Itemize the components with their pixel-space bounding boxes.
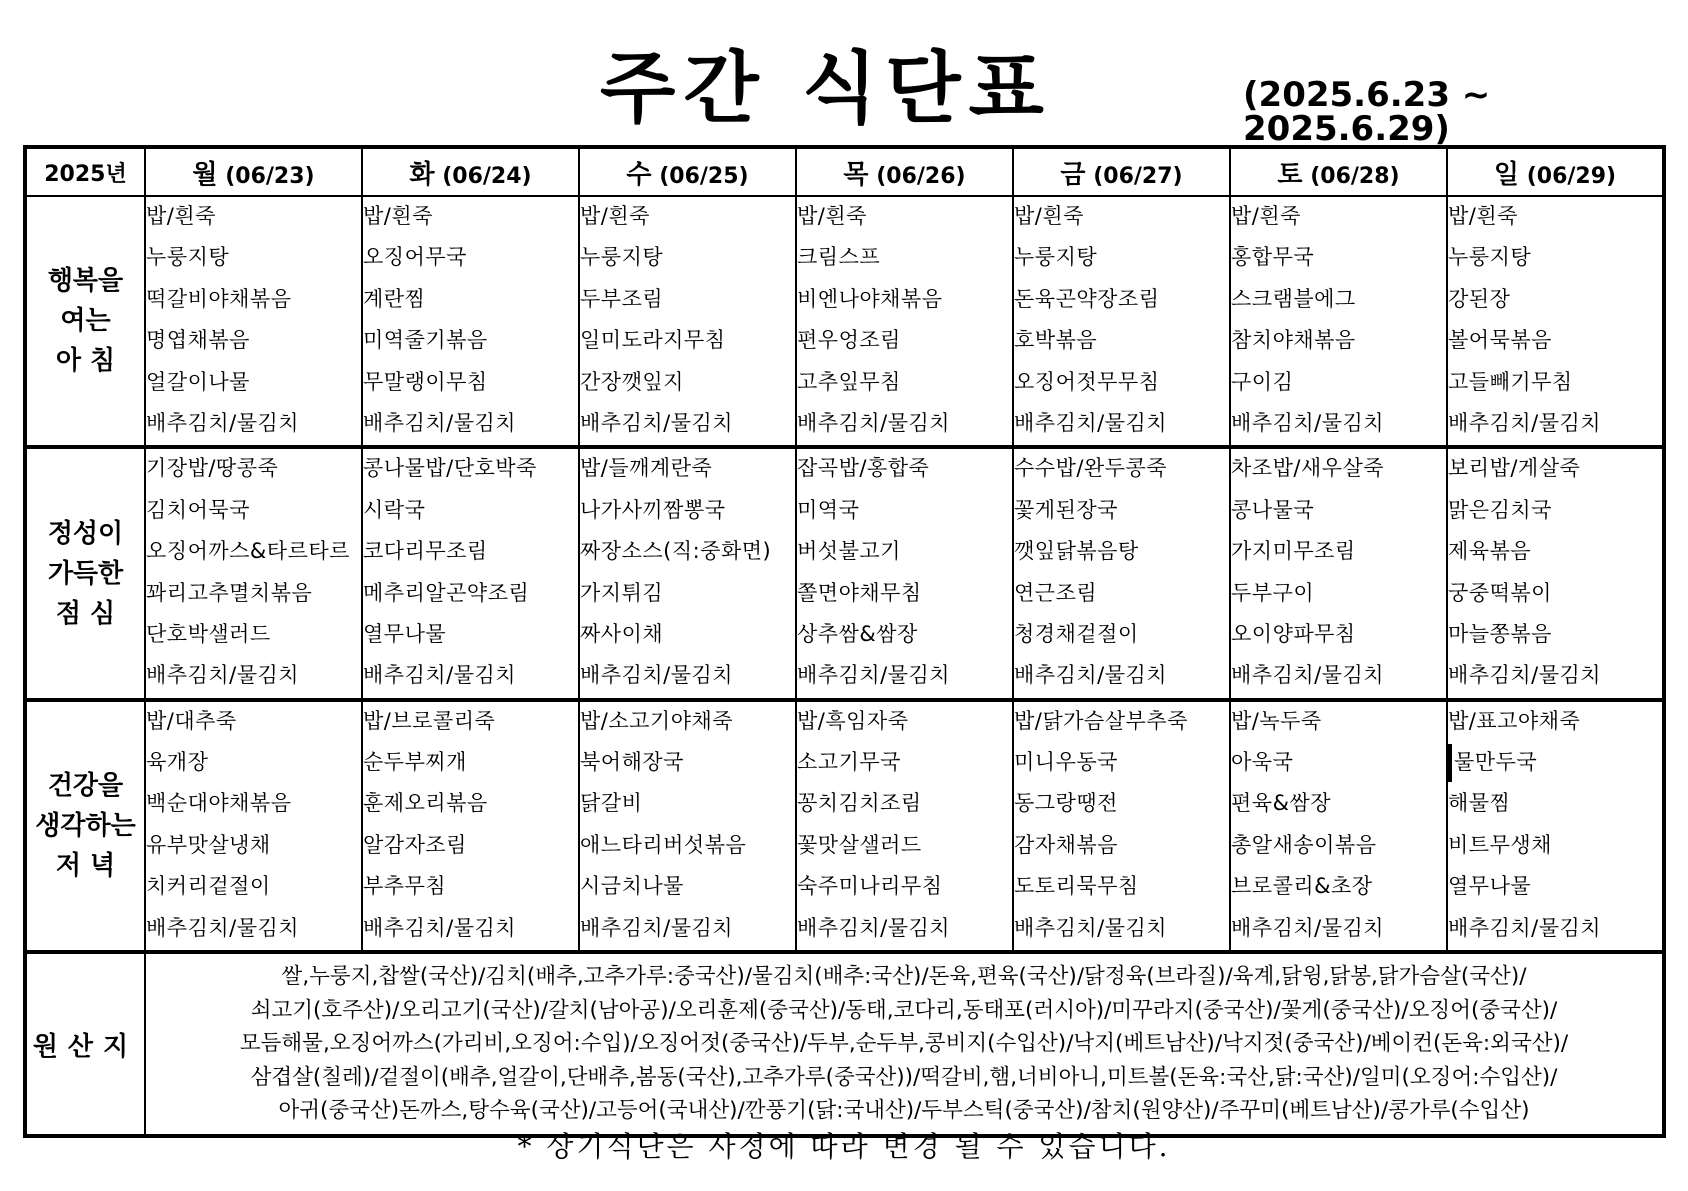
menu-item: 비엔나야채볶음 <box>797 286 943 311</box>
menu-item: 순두부찌개 <box>363 750 467 775</box>
menu-item: 배추김치/물김치 <box>580 915 734 940</box>
menu-item: 가지튀김 <box>580 580 664 605</box>
day-header-sat <box>1230 147 1447 196</box>
meal-row-breakfast <box>25 196 1664 447</box>
change-notice: * 상기식단은 사정에 따라 변경 될 수 있습니다. <box>517 1130 1171 1163</box>
menu-item: 배추김치/물김치 <box>1448 410 1602 435</box>
menu-item: 배추김치/물김치 <box>1014 410 1168 435</box>
menu-item: 밥/닭가슴살부추죽 <box>1014 708 1188 733</box>
menu-item: 도토리묵무침 <box>1014 874 1139 899</box>
menu-item: 가지미무조림 <box>1231 539 1356 564</box>
day-date: (06/24) <box>442 163 532 189</box>
menu-cell-lunch-mon <box>145 447 362 699</box>
menu-cell-breakfast-sat <box>1230 196 1447 447</box>
origin-line: 쇠고기(호주산)/오리고기(국산)/갈치(남아공)/오리훈제(중국산)/동태,코다리,동태포(러시아)/미꾸라지(중국산)/꽃게(중국산)/오징어(중국산)/ <box>250 997 1558 1023</box>
menu-item: 무말랭이무침 <box>363 369 488 394</box>
header-row <box>25 147 1664 196</box>
menu-item: 부추무침 <box>363 874 447 899</box>
meal-label-line: 점 심 <box>55 598 116 629</box>
menu-item: 밥/흰죽 <box>797 204 867 228</box>
menu-item: 밥/대추죽 <box>146 708 237 733</box>
menu-cell-lunch-thu <box>796 447 1013 699</box>
menu-item: 열무나물 <box>363 621 447 646</box>
menu-cell-breakfast-tue <box>362 196 579 447</box>
menu-item: 배추김치/물김치 <box>797 410 951 435</box>
menu-item: 제육볶음 <box>1448 539 1532 564</box>
menu-item: 배추김치/물김치 <box>1231 663 1385 688</box>
menu-cell-dinner-sat <box>1230 700 1447 952</box>
menu-item: 미니우동국 <box>1014 750 1118 775</box>
menu-item: 오징어무국 <box>363 245 467 270</box>
menu-cell-lunch-wed <box>579 447 796 699</box>
menu-item: 배추김치/물김치 <box>797 915 951 940</box>
menu-item: 북어해장국 <box>580 750 684 775</box>
menu-item: 마늘쫑볶음 <box>1448 621 1552 646</box>
menu-item: 시락국 <box>363 497 426 522</box>
day-header-thu <box>796 147 1013 196</box>
menu-item: 콩나물국 <box>1231 497 1315 522</box>
menu-item: 고추잎무침 <box>797 369 901 394</box>
menu-item: 열무나물 <box>1448 874 1532 899</box>
menu-item: 계란찜 <box>363 286 426 311</box>
day-name: 월 <box>192 159 218 190</box>
menu-item: 시금치나물 <box>580 874 684 899</box>
menu-item: 소고기무국 <box>797 750 901 775</box>
menu-item <box>1448 743 1662 784</box>
date-range: (2025.6.23 ~ 2025.6.29) <box>1243 75 1491 149</box>
menu-item: 유부맛살냉채 <box>146 832 271 857</box>
menu-cell-breakfast-wed <box>579 196 796 447</box>
origin-label: 원산지 <box>25 952 145 1136</box>
menu-item: 배추김치/물김치 <box>580 663 734 688</box>
origin-line: 모듬해물,오징어까스(가리비,오징어:수입)/오징어젓(중국산)/두부,순두부,콩비지(수입산)/낙지(베트남산)/낙지젓(중국산)/베이컨(돈육:외국산)/ <box>239 1031 1569 1057</box>
day-name: 금 <box>1060 159 1086 190</box>
day-header-wed <box>579 147 796 196</box>
day-name: 수 <box>626 159 652 190</box>
menu-cell-dinner-wed <box>579 700 796 952</box>
meal-label-line: 여는 <box>60 306 111 337</box>
menu-item: 배추김치/물김치 <box>797 663 951 688</box>
menu-cell-breakfast-mon <box>145 196 362 447</box>
menu-item: 짜장소스(직:중화면) <box>580 539 772 564</box>
menu-cell-lunch-sun <box>1447 447 1664 699</box>
page-title: 주간 식단표 <box>600 44 1052 134</box>
origin-line: 쌀,누룽지,찹쌀(국산)/김치(배추,고추가루:중국산)/물김치(배추:국산)/돈육,편육(국산)/닭정육(브라질)/육계,닭윙,닭봉,닭가슴살(국산)/ <box>281 964 1527 990</box>
menu-item: 강된장 <box>1448 286 1511 311</box>
menu-item: 배추김치/물김치 <box>146 663 300 688</box>
menu-item: 비트무생채 <box>1448 832 1552 857</box>
menu-item: 배추김치/물김치 <box>363 663 517 688</box>
menu-item: 잡곡밥/홍합죽 <box>797 456 930 481</box>
menu-cell-breakfast-thu <box>796 196 1013 447</box>
day-header-tue <box>362 147 579 196</box>
meal-label-line: 가득한 <box>47 558 124 589</box>
menu-item: 궁중떡볶이 <box>1448 580 1552 605</box>
menu-item: 배추김치/물김치 <box>363 410 517 435</box>
menu-item: 꽁치김치조림 <box>797 791 922 816</box>
menu-item: 배추김치/물김치 <box>363 915 517 940</box>
menu-item: 배추김치/물김치 <box>146 410 300 435</box>
menu-item: 짜사이채 <box>580 621 664 646</box>
day-name: 화 <box>409 159 435 190</box>
menu-item: 크림스프 <box>797 245 881 270</box>
menu-item: 해물찜 <box>1448 791 1511 816</box>
menu-item: 배추김치/물김치 <box>1448 915 1602 940</box>
menu-cell-dinner-sun <box>1447 700 1664 952</box>
menu-item: 숙주미나리무침 <box>797 874 943 899</box>
day-date: (06/23) <box>225 163 315 189</box>
menu-item: 꽈리고추멸치볶음 <box>146 580 313 605</box>
menu-item: 나가사끼짬뽕국 <box>580 497 726 522</box>
menu-item: 오이양파무침 <box>1231 621 1356 646</box>
menu-item: 편육&쌈장 <box>1231 791 1332 816</box>
menu-item: 호박볶음 <box>1014 328 1098 353</box>
menu-item: 오징어까스&타르타르 <box>146 539 350 564</box>
menu-item-text: 물만두국 <box>1454 750 1538 775</box>
menu-item: 브로콜리&초장 <box>1231 874 1373 899</box>
meal-label-dinner <box>25 700 145 952</box>
menu-item: 육개장 <box>146 750 209 775</box>
menu-item: 밥/흰죽 <box>580 204 650 228</box>
menu-cell-dinner-thu <box>796 700 1013 952</box>
menu-item: 미역국 <box>797 497 860 522</box>
menu-cell-dinner-fri <box>1013 700 1230 952</box>
meal-label-line: 저 녁 <box>55 850 116 881</box>
menu-item: 밥/표고야채죽 <box>1448 708 1581 733</box>
menu-table <box>23 145 1666 1138</box>
origin-text <box>145 952 1664 1136</box>
meal-label-lunch <box>25 447 145 699</box>
menu-item: 콩나물밥/단호박죽 <box>363 456 537 481</box>
menu-item: 일미도라지무침 <box>580 328 726 353</box>
menu-item: 아욱국 <box>1231 750 1294 775</box>
menu-item: 수수밥/완두콩죽 <box>1014 456 1168 481</box>
menu-item: 두부구이 <box>1231 580 1315 605</box>
menu-item: 고들빼기무침 <box>1448 369 1573 394</box>
menu-item: 편우엉조림 <box>797 328 901 353</box>
origin-line: 아귀(중국산)돈까스,탕수육(국산)/고등어(국내산)/깐풍기(닭:국내산)/두부스틱(중국산)/참치(원양산)/주꾸미(베트남산)/콩가루(수입산) <box>278 1098 1530 1124</box>
menu-item: 배추김치/물김치 <box>1014 663 1168 688</box>
menu-item: 차조밥/새우살죽 <box>1231 456 1385 481</box>
menu-item: 볼어묵볶음 <box>1448 328 1552 353</box>
menu-item: 꽃맛살샐러드 <box>797 832 922 857</box>
menu-cell-dinner-tue <box>362 700 579 952</box>
menu-item: 누룽지탕 <box>1448 245 1532 270</box>
day-date: (06/29) <box>1526 163 1617 189</box>
menu-item: 동그랑땡전 <box>1014 791 1118 816</box>
menu-item: 밥/흰죽 <box>1014 204 1084 228</box>
menu-item: 상추쌈&쌈장 <box>797 621 918 646</box>
menu-item: 누룽지탕 <box>580 245 664 270</box>
menu-item: 돈육곤약장조림 <box>1014 286 1160 311</box>
text-cursor-icon <box>1448 744 1452 782</box>
menu-item: 밥/들깨계란죽 <box>580 456 713 481</box>
menu-item: 밥/흰죽 <box>146 204 216 228</box>
menu-item: 스크램블에그 <box>1231 286 1356 311</box>
day-header-fri <box>1013 147 1230 196</box>
meal-label-line: 건강을 <box>47 770 124 801</box>
menu-item: 애느타리버섯볶음 <box>580 832 747 857</box>
menu-item: 쫄면야채무침 <box>797 580 922 605</box>
menu-item: 훈제오리볶음 <box>363 791 488 816</box>
menu-cell-lunch-tue <box>362 447 579 699</box>
menu-item: 백순대야채볶음 <box>146 791 292 816</box>
menu-item: 연근조림 <box>1014 580 1098 605</box>
menu-item: 배추김치/물김치 <box>1231 410 1385 435</box>
menu-item: 배추김치/물김치 <box>1014 915 1168 940</box>
menu-item: 보리밥/게살죽 <box>1448 456 1581 481</box>
day-header-sun <box>1447 147 1664 196</box>
menu-item: 배추김치/물김치 <box>1448 663 1602 688</box>
menu-item: 청경채겉절이 <box>1014 621 1139 646</box>
menu-item: 밥/흰죽 <box>363 204 433 228</box>
menu-item: 메추리알곤약조림 <box>363 580 530 605</box>
menu-item: 기장밥/땅콩죽 <box>146 456 279 481</box>
menu-item: 떡갈비야채볶음 <box>146 286 292 311</box>
meal-row-lunch <box>25 447 1664 699</box>
menu-item: 누룽지탕 <box>146 245 230 270</box>
day-name: 일 <box>1493 159 1520 190</box>
menu-item: 간장깻잎지 <box>580 369 684 394</box>
day-date: (06/28) <box>1310 163 1400 189</box>
menu-cell-breakfast-sun <box>1447 196 1664 447</box>
menu-item: 홍합무국 <box>1231 245 1315 270</box>
menu-item: 버섯불고기 <box>797 539 901 564</box>
menu-item: 치커리겉절이 <box>146 874 271 899</box>
menu-item: 밥/흰죽 <box>1231 204 1301 228</box>
day-name: 목 <box>843 159 869 190</box>
menu-cell-dinner-mon <box>145 700 362 952</box>
menu-item: 배추김치/물김치 <box>580 410 734 435</box>
menu-item: 밥/소고기야채죽 <box>580 708 734 733</box>
menu-item: 밥/녹두죽 <box>1231 708 1322 733</box>
meal-label-line: 행복을 <box>47 266 124 297</box>
menu-item: 단호박샐러드 <box>146 621 271 646</box>
menu-item: 맑은김치국 <box>1448 497 1552 522</box>
origin-row <box>25 952 1664 1136</box>
origin-line: 삼겹살(칠레)/겉절이(배추,얼갈이,단배추,봄동(국산),고추가루(중국산))/떡갈비,햄,너비아니,미트볼(돈육:국산,닭:국산)/일미(오징어:수입산)/ <box>250 1064 1558 1090</box>
menu-item: 밥/흰죽 <box>1448 204 1518 228</box>
menu-item: 두부조림 <box>580 286 664 311</box>
menu-item: 총알새송이볶음 <box>1231 832 1377 857</box>
day-date: (06/26) <box>876 163 966 189</box>
meal-label-line: 생각하는 <box>35 810 136 841</box>
menu-item: 밥/브로콜리죽 <box>363 708 496 733</box>
menu-item: 꽃게된장국 <box>1014 497 1118 522</box>
menu-item: 오징어젓무무침 <box>1014 369 1160 394</box>
menu-item: 김치어묵국 <box>146 497 250 522</box>
menu-item: 닭갈비 <box>580 791 643 816</box>
menu-cell-lunch-fri <box>1013 447 1230 699</box>
meal-label-line: 아 침 <box>55 346 116 377</box>
menu-cell-lunch-sat <box>1230 447 1447 699</box>
menu-item: 참치야채볶음 <box>1231 328 1356 353</box>
menu-item: 감자채볶음 <box>1014 832 1118 857</box>
menu-item: 구이김 <box>1231 369 1294 394</box>
menu-cell-breakfast-fri <box>1013 196 1230 447</box>
day-header-mon <box>145 147 362 196</box>
meal-label-line: 정성이 <box>47 518 124 549</box>
menu-item: 깻잎닭볶음탕 <box>1014 539 1139 564</box>
menu-item: 밥/흑임자죽 <box>797 708 909 733</box>
menu-item: 얼갈이나물 <box>146 369 250 394</box>
menu-item: 누룽지탕 <box>1014 245 1098 270</box>
meal-label-breakfast <box>25 196 145 447</box>
menu-item: 미역줄기볶음 <box>363 328 488 353</box>
menu-item: 코다리무조림 <box>363 539 488 564</box>
menu-item: 배추김치/물김치 <box>1231 915 1385 940</box>
day-date: (06/25) <box>659 163 749 189</box>
day-date: (06/27) <box>1093 163 1183 189</box>
menu-item: 알감자조림 <box>363 832 467 857</box>
meal-row-dinner <box>25 700 1664 952</box>
day-name: 토 <box>1277 159 1303 190</box>
year-header: 2025년 <box>25 147 145 196</box>
menu-item: 배추김치/물김치 <box>146 915 300 940</box>
menu-item: 명엽채볶음 <box>146 328 250 353</box>
